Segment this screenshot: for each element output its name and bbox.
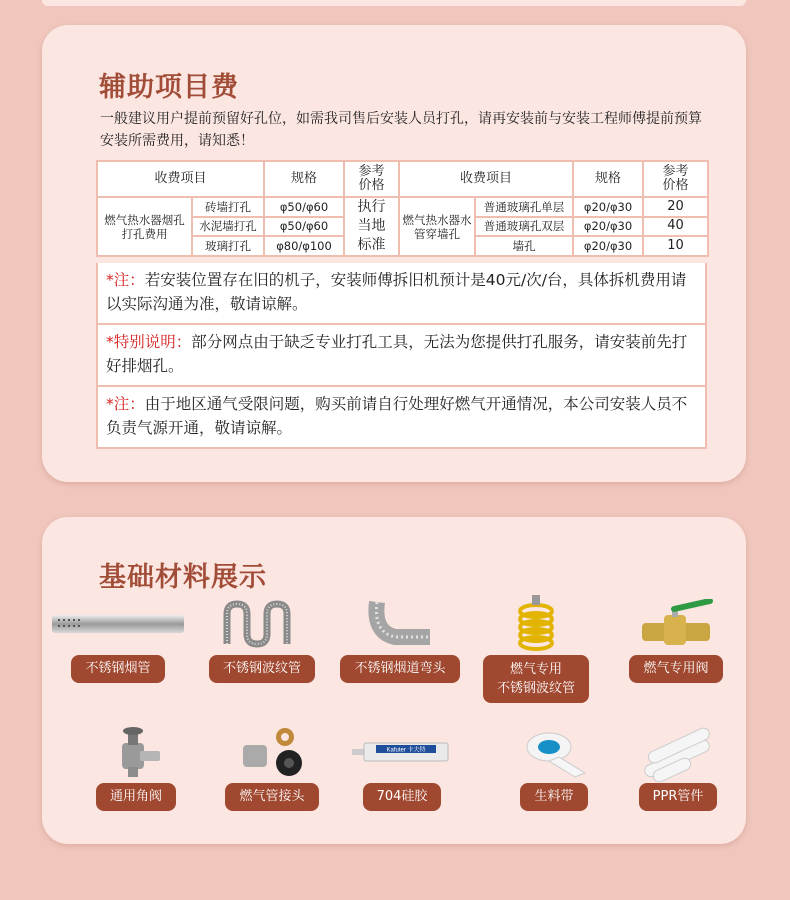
material-item [48, 593, 188, 683]
right-row-spec: φ20/φ30 [573, 197, 643, 217]
gas-valve-icon [606, 593, 746, 655]
material-item [192, 593, 332, 683]
material-item [466, 593, 606, 703]
note-label: *注： [106, 395, 145, 413]
ptfe-tape-icon [484, 721, 624, 783]
note-old-machine [96, 263, 707, 325]
fee-table [96, 160, 709, 257]
material-label: 燃气管接头 [225, 783, 318, 811]
note-text: 部分网点由于缺乏专业打孔工具，无法为您提供打孔服务，请安装前先打好排烟孔。 [106, 333, 688, 375]
left-price: 执行当地标准 [344, 197, 399, 256]
right-row-price: 10 [643, 236, 708, 256]
material-label: 生料带 [520, 783, 587, 811]
note-text: 若安装位置存在旧的机子，安装师傅拆旧机预计是40元/次/台，具体拆机费用请以实际沟通为准，敬请谅解。 [106, 271, 687, 313]
left-row-name: 水泥墙打孔 [192, 217, 264, 237]
material-label: 不锈钢烟道弯头 [340, 655, 459, 683]
table-row [97, 197, 708, 217]
note-gas-supply [96, 387, 707, 449]
material-label: PPR管件 [639, 783, 718, 811]
left-row-name: 玻璃打孔 [192, 236, 264, 256]
note-special [96, 325, 707, 387]
ppr-pipe-icon [608, 721, 748, 783]
left-row-name: 砖墙打孔 [192, 197, 264, 217]
previous-card-edge [42, 0, 746, 6]
material-item [66, 721, 206, 811]
left-row-spec: φ50/φ60 [264, 197, 344, 217]
material-item [606, 593, 746, 683]
note-label: *注： [106, 271, 145, 289]
material-item [330, 593, 470, 683]
fee-table-header-row [97, 161, 708, 197]
fee-card [42, 25, 746, 482]
materials-grid [42, 517, 746, 844]
silicone-tube-icon [332, 721, 472, 783]
material-label: 704硅胶 [363, 783, 442, 811]
material-label: 燃气专用阀 [629, 655, 722, 683]
material-item [202, 721, 342, 811]
left-group-label: 燃气热水器烟孔打孔费用 [97, 197, 192, 256]
right-row-price: 20 [643, 197, 708, 217]
header-item: 收费项目 [97, 161, 264, 197]
gas-hose-coil-icon [466, 593, 606, 655]
materials-section-title: 基础材料展示 [99, 562, 267, 593]
right-row-spec: φ20/φ30 [573, 236, 643, 256]
header-ref-price: 参考价格 [344, 161, 399, 197]
right-row-name: 普通玻璃孔双层 [475, 217, 573, 237]
material-item [608, 721, 748, 811]
fee-notes [96, 263, 707, 449]
right-row-spec: φ20/φ30 [573, 217, 643, 237]
header-item-2: 收费项目 [399, 161, 573, 197]
note-text: 由于地区通气受限问题，购买前请自行处理好燃气开通情况，本公司安装人员不负责气源开通，敬请谅解。 [106, 395, 688, 437]
material-label: 不锈钢波纹管 [209, 655, 315, 683]
header-spec-2: 规格 [573, 161, 643, 197]
right-row-price: 40 [643, 217, 708, 237]
silicone-brand-text: Kafuter 卡夫特 [386, 747, 426, 754]
header-ref-price-2: 参考价格 [643, 161, 708, 197]
fee-intro-text: 一般建议用户提前预留好孔位，如需我司售后安装人员打孔，请再安装前与安装工程师傅提前预算安装所需费用，请知悉！ [100, 111, 702, 149]
material-item [484, 721, 624, 811]
steel-flue-pipe-icon [48, 593, 188, 655]
materials-card [42, 517, 746, 844]
material-item [332, 721, 472, 811]
pipe-fitting-icon [202, 721, 342, 783]
flue-elbow-icon [330, 593, 470, 655]
material-label: 通用角阀 [96, 783, 176, 811]
left-row-spec: φ80/φ100 [264, 236, 344, 256]
right-row-name: 墙孔 [475, 236, 573, 256]
angle-valve-icon [66, 721, 206, 783]
right-group-label: 燃气热水器水管穿墙孔 [399, 197, 475, 256]
header-spec: 规格 [264, 161, 344, 197]
note-label: *特别说明： [106, 333, 192, 351]
fee-section-title: 辅助项目费 [99, 72, 239, 103]
material-label: 不锈钢烟管 [71, 655, 164, 683]
left-row-spec: φ50/φ60 [264, 217, 344, 237]
corrugated-pipe-icon [192, 593, 332, 655]
right-row-name: 普通玻璃孔单层 [475, 197, 573, 217]
material-label: 燃气专用 不锈钢波纹管 [483, 655, 589, 703]
